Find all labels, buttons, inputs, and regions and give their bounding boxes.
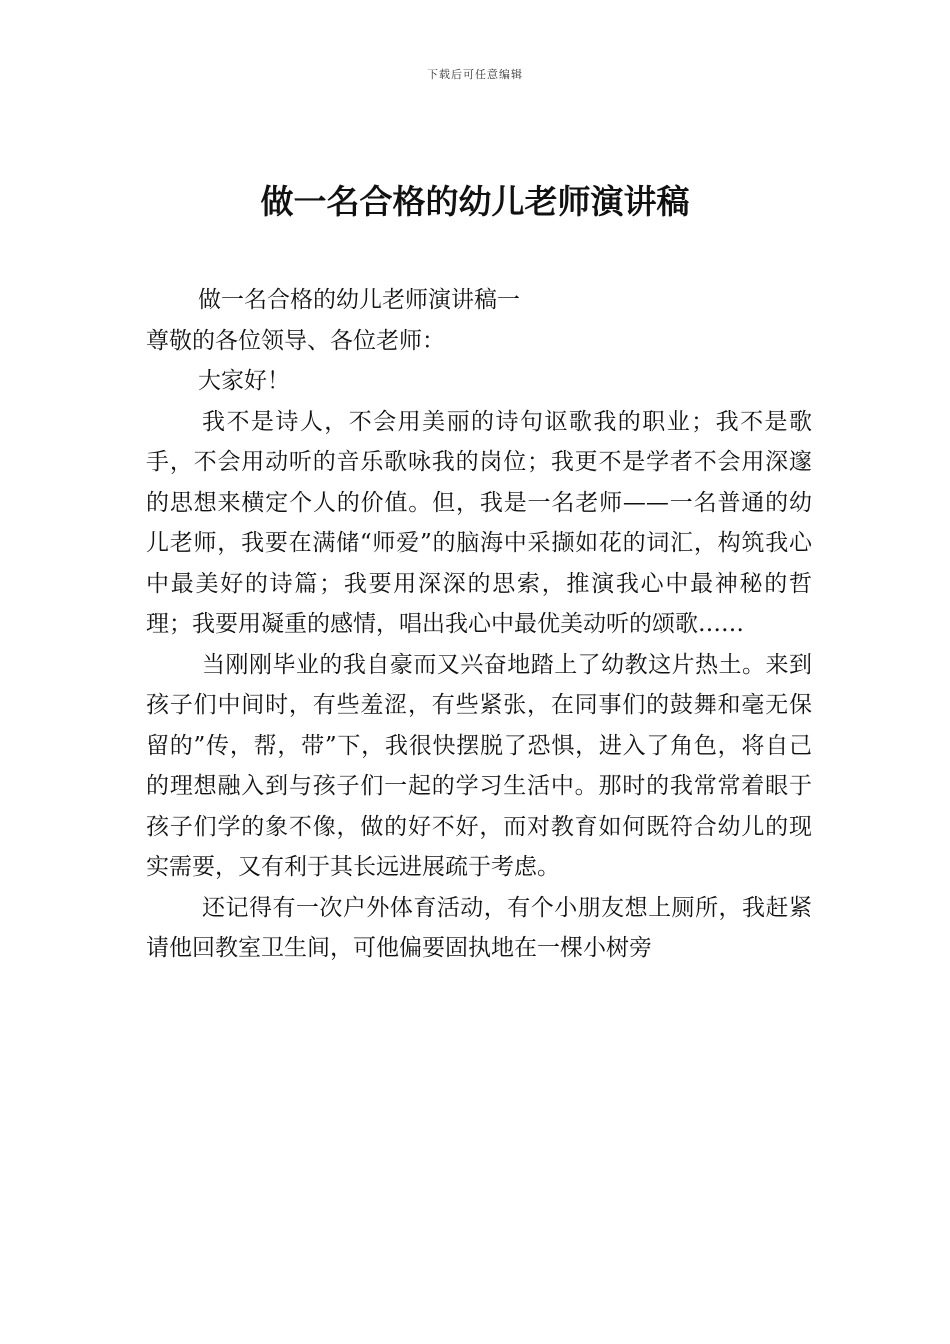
document-subtitle: 做一名合格的幼儿老师演讲稿一	[198, 287, 520, 313]
paragraph-2: 当刚刚毕业的我自豪而又兴奋地踏上了幼教这片热土。来到孩子们中间时，有些羞涩，有些紧张，在同事们的鼓舞和毫无保留的”传，帮，带”下，我很快摆脱了恐惧，进入了角色，将自己的理想融入到与孩子们一起的学习生活中。那时的我常常着眼于孩子们学的象不像，做的好不好，而对教育如何既符合幼儿的现实需要，又有利于其长远进展疏于考虑。	[146, 651, 812, 880]
paragraph-1: 我不是诗人，不会用美丽的诗句讴歌我的职业；我不是歌手，不会用动听的音乐歌咏我的岗位；我更不是学者不会用深邃的思想来横定个人的价值。但，我是一名老师——一名普通的幼儿老师，我要在满储“师爱”的脑海中采撷如花的词汇，构筑我心中最美好的诗篇；我要用深深的思索，推演我心中最神秘的哲理；我要用凝重的感情，唱出我心中最优美动听的颂歌……	[146, 408, 812, 637]
salutation: 尊敬的各位领导、各位老师：	[146, 327, 445, 354]
greeting: 大家好！	[198, 368, 290, 394]
header-note: 下载后可任意编辑	[427, 68, 523, 81]
document-title: 做一名合格的幼儿老师演讲稿	[260, 182, 690, 221]
document-body	[146, 280, 812, 969]
paragraph-3: 还记得有一次户外体育活动，有个小朋友想上厕所，我赶紧请他回教室卫生间，可他偏要固执地在一棵小树旁	[146, 894, 812, 961]
